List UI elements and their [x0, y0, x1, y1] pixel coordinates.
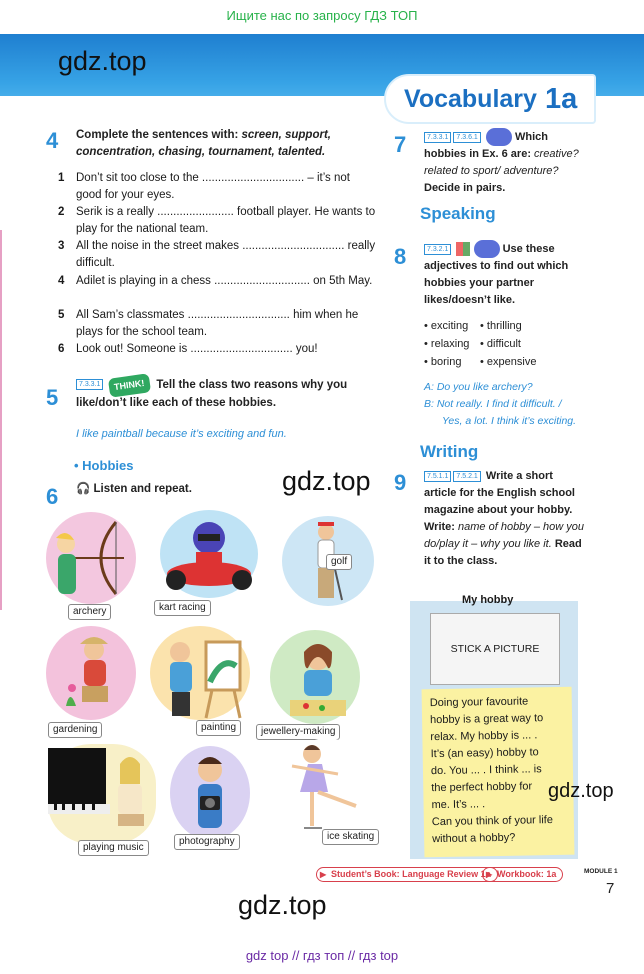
module-label: MODULE 1: [584, 868, 618, 875]
ex6-instruction-text: Listen and repeat.: [93, 483, 192, 495]
ex7-text-2: Decide in pairs.: [424, 182, 506, 194]
curriculum-code: 7.3.2.1: [424, 244, 451, 255]
sticky-line: Can you think of your life: [431, 814, 554, 829]
ex5-text: Tell the class two reasons why you like/don’t like each of these hobbies.: [76, 379, 348, 409]
item-text: Look out! Someone is ................................ you!: [76, 343, 318, 355]
sticky-line: me. It’s ... .: [431, 798, 486, 812]
exercise-number-9: 9: [394, 470, 407, 495]
section-title: [384, 74, 596, 124]
picture-placeholder: STICK A PICTURE: [430, 613, 560, 685]
archery-image: [46, 512, 136, 604]
item-text: Serik is a really ........................ football player. He wants to play for the national team.: [76, 206, 376, 235]
sticky-line: the perfect hobby for: [431, 780, 533, 795]
item-text: Adilet is playing in a chess .............................. on 5th May.: [76, 275, 373, 287]
sticky-line: without a hobby?: [432, 831, 516, 846]
adjective: • thrilling: [480, 320, 522, 332]
gardening-image: [46, 626, 136, 720]
curriculum-code: 7.3.6.1: [453, 132, 480, 143]
hobby-label: photography: [174, 834, 240, 850]
sticky-line: hobby is a great way to: [429, 712, 544, 727]
hobbies-heading: • Hobbies: [74, 458, 134, 473]
ex7-text-italic: creative? related to sport/ adventure?: [424, 148, 579, 177]
hobby-label: gardening: [48, 722, 102, 738]
ex9-instruction: [424, 468, 586, 570]
pair-work-icon: [474, 240, 500, 258]
item-number: 3: [58, 240, 65, 252]
ex4-item: [58, 170, 378, 204]
ex8-text: Use these adjectives to find out which hobbies your partner likes/doesn’t like.: [424, 242, 569, 306]
curriculum-code: 7.5.2.1: [453, 471, 480, 482]
left-margin-bar: [0, 230, 2, 610]
ex4-instruction-text: Complete the sentences with:: [76, 129, 239, 141]
curriculum-code: 7.3.3.1: [76, 379, 103, 390]
ex8-instruction: [424, 240, 584, 309]
ex7-text-1: Which hobbies in Ex. 6 are:: [424, 130, 548, 160]
hobby-label: painting: [196, 720, 241, 736]
exercise-number-7: 7: [394, 132, 407, 157]
exercise-number-6: 6: [46, 484, 59, 509]
item-number: 1: [58, 172, 65, 184]
exercise-number-5: 5: [46, 385, 59, 410]
hobby-label: ice skating: [322, 829, 379, 845]
pair-work-icon: [486, 128, 512, 146]
adjective: • exciting: [424, 320, 469, 332]
dialogue-line-a: A: Do you like archery?: [424, 381, 533, 393]
ex4-item: [58, 307, 378, 341]
dialogue-line-b: B: Not really. I find it difficult. /: [424, 398, 562, 410]
ex6-instruction: [76, 481, 192, 498]
ex4-instruction: [76, 127, 376, 161]
hobby-label: golf: [326, 554, 352, 570]
playing-music-image: [48, 744, 156, 844]
workbook-link[interactable]: ▶ Workbook: 1a: [482, 867, 563, 882]
curriculum-code: 7.5.1.1: [424, 471, 451, 482]
watermark: gdz.top: [282, 466, 371, 496]
watermark: gdz.top: [548, 780, 614, 802]
ex5-example: I like paintball because it’s exciting and fun.: [76, 428, 287, 440]
ex4-item: [58, 341, 378, 358]
grid-icon: [456, 242, 470, 256]
ex5-instruction: [76, 376, 366, 412]
jewellery-making-image: [270, 630, 360, 724]
watermark: gdz.top: [58, 46, 147, 76]
item-number: 6: [58, 343, 65, 355]
my-hobby-title: My hobby: [462, 594, 514, 606]
exercise-number-4: 4: [46, 128, 59, 153]
hobby-label: jewellery-making: [256, 724, 340, 740]
watermark: gdz.top: [238, 890, 327, 920]
item-number: 2: [58, 206, 65, 218]
hobby-label: playing music: [78, 840, 149, 856]
adjective: • expensive: [480, 356, 537, 368]
kart-racing-image: [160, 510, 258, 598]
item-number: 4: [58, 275, 65, 287]
adjective: • relaxing: [424, 338, 470, 350]
ex7-instruction: [424, 128, 584, 197]
ex9-text-italic: name of hobby – how you do/play it – why you like it.: [424, 521, 585, 550]
painting-image: [150, 626, 250, 720]
ex4-item: [58, 238, 378, 272]
item-text: All the noise in the street makes ................................ really difficult.: [76, 240, 376, 269]
hobby-label: archery: [68, 604, 111, 620]
ex4-item: [58, 273, 378, 290]
hobbies-heading-text: Hobbies: [82, 458, 134, 473]
think-badge: THINK!: [107, 373, 150, 397]
section-number: 1a: [544, 82, 578, 115]
writing-heading: Writing: [420, 442, 479, 461]
adjective: • boring: [424, 356, 462, 368]
top-note: Ищите нас по запросу ГДЗ ТОП: [226, 8, 418, 23]
section-title-text: Vocabulary: [404, 84, 537, 113]
sticky-note: [422, 687, 575, 858]
sticky-line: do. You ... . I think ... is: [430, 763, 542, 778]
students-book-link[interactable]: ▶ Student’s Book: Language Review 1a: [316, 867, 498, 882]
dialogue-line-b2: Yes, a lot. I think it’s exciting.: [442, 415, 577, 427]
speaking-heading: Speaking: [420, 204, 496, 223]
item-text: Don’t sit too close to the ................................ – it’s not good for your eyes.: [76, 172, 350, 201]
sticky-line: relax. My hobby is ... .: [430, 729, 538, 744]
page-number: 7: [606, 880, 615, 897]
ex4-word-list: screen, support, concentration, chasing, tournament, talented.: [76, 129, 331, 158]
photography-image: [170, 746, 250, 840]
bottom-note: gdz top // гдз топ // гдз top: [245, 948, 399, 963]
item-number: 5: [58, 309, 65, 321]
curriculum-code: 7.3.3.1: [424, 132, 451, 143]
sticky-line: Doing your favourite: [429, 695, 529, 710]
ex9-text-1: Write a short article for the English school magazine about your hobby. Write:: [424, 470, 575, 533]
item-text: All Sam’s classmates ................................ him when he plays for the school team.: [76, 309, 359, 338]
hobby-label: kart racing: [154, 600, 211, 616]
exercise-number-8: 8: [394, 244, 407, 269]
ex9-text-2: Read it to the class.: [424, 538, 582, 567]
adjective: • difficult: [480, 338, 521, 350]
sticky-line: It’s (an easy) hobby to: [430, 746, 539, 761]
headphones-icon: 🎧: [76, 483, 91, 495]
ex4-item: [58, 204, 378, 238]
